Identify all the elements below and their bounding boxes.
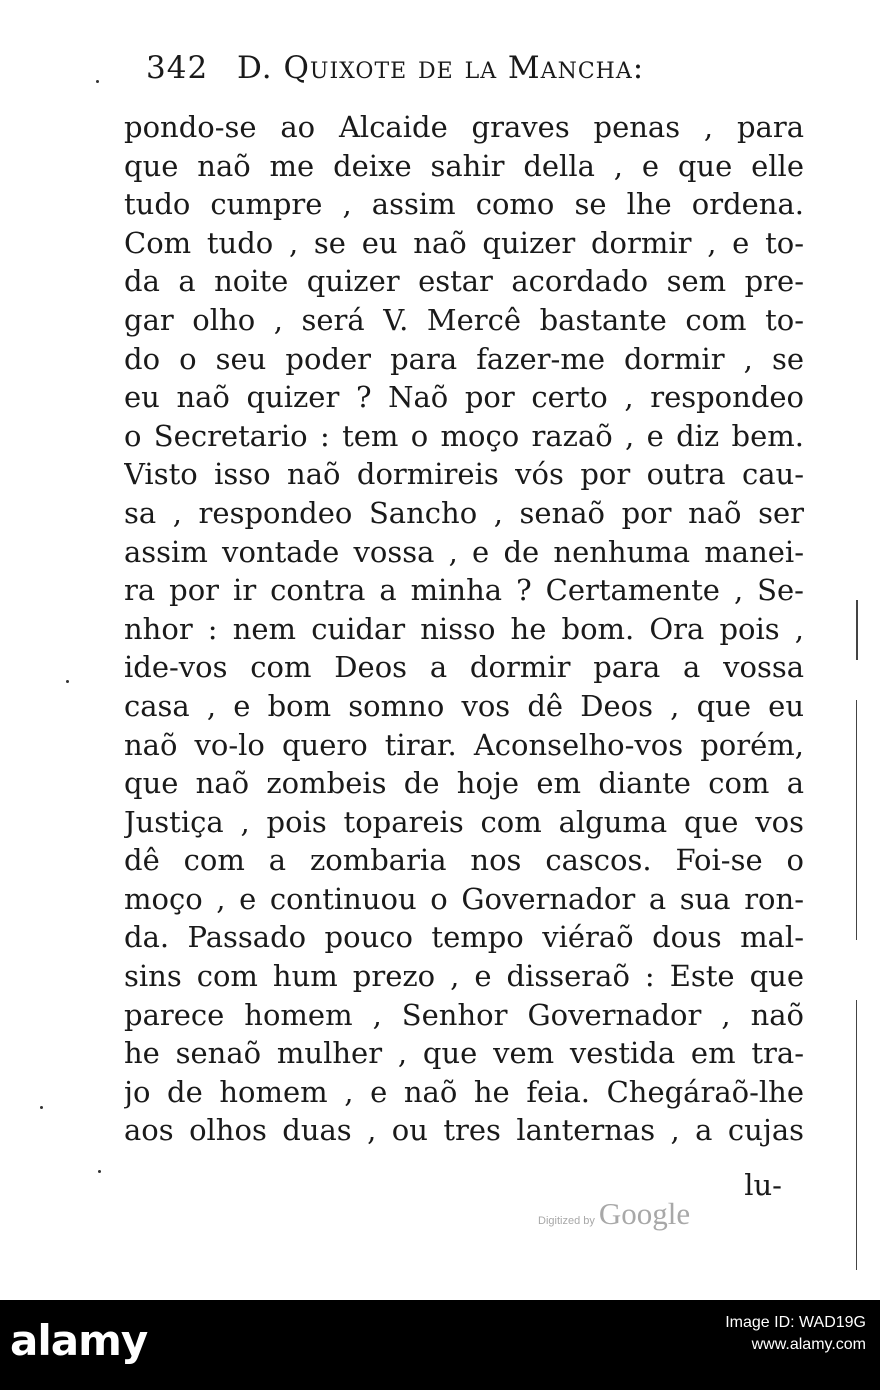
speck — [66, 680, 69, 683]
text-line: parece homem , Senhor Governador , naõ — [124, 997, 804, 1032]
speck — [96, 80, 99, 83]
text-line: assim vontade vossa , e de nenhuma manei- — [124, 534, 804, 569]
stock-banner — [0, 1300, 880, 1390]
text-line: da. Passado pouco tempo viéraõ dous mal- — [124, 920, 804, 955]
text-line: sa , respondeo Sancho , senaõ por naõ ser — [124, 495, 804, 530]
text-line: ra por ir contra a minha ? Certamente , Se- — [124, 573, 804, 608]
text-line: moço , e continuou o Governador a sua ron- — [124, 881, 804, 916]
text-line: que naõ zombeis de hoje em diante com a — [124, 766, 804, 801]
margin-rule — [856, 1000, 857, 1270]
catchword: lu- — [744, 1168, 782, 1202]
margin-rule — [856, 600, 858, 660]
text-line: pondo-se ao Alcaide graves penas , para — [124, 110, 804, 144]
text-line: que naõ me deixe sahir della , e que elle — [124, 148, 804, 183]
text-line: tudo cumpre , assim como se lhe ordena. — [124, 187, 804, 222]
text-line: Visto isso naõ dormireis vós por outra cau- — [124, 457, 804, 492]
text-line: eu naõ quizer ? Naõ por certo , respondeo — [124, 380, 804, 415]
text-line: naõ vo-lo quero tirar. Aconselho-vos porém, — [124, 727, 804, 762]
speck — [98, 1170, 101, 1173]
page-number: 342 — [146, 50, 209, 86]
text-line: aos olhos duas , ou tres lanternas , a cujas — [124, 1113, 804, 1148]
text-line: sins com hum prezo , e disseraõ : Este que — [124, 959, 804, 994]
text-line: do o seu poder para fazer-me dormir , se — [124, 341, 804, 376]
running-header — [146, 50, 806, 96]
google-wordmark: Google — [598, 1196, 691, 1231]
body-text — [124, 108, 804, 1150]
stock-info — [725, 1312, 866, 1356]
alamy-logo: alamy — [10, 1316, 148, 1365]
margin-rule — [856, 700, 857, 940]
stock-site: www.alamy.com — [751, 1336, 866, 1353]
text-line: jo de homem , e naõ he feia. Chegáraõ-lhe — [124, 1074, 804, 1109]
speck — [40, 1106, 43, 1109]
text-line: dê com a zombaria nos cascos. Foi-se o — [124, 843, 804, 878]
text-line: casa , e bom somno vos dê Deos , que eu — [124, 688, 804, 723]
text-line: nhor : nem cuidar nisso he bom. Ora pois , — [124, 611, 804, 646]
text-line: ide-vos com Deos a dormir para a vossa — [124, 650, 804, 685]
digitized-prefix: Digitized by — [538, 1215, 595, 1227]
text-line: gar olho , será V. Mercê bastante com to- — [124, 302, 804, 337]
text-line: Justiça , pois topareis com alguma que vos — [124, 804, 804, 839]
text-line: Com tudo , se eu naõ quizer dormir , e to- — [124, 225, 804, 260]
text-line: da a noite quizer estar acordado sem pre- — [124, 264, 804, 299]
digitized-watermark — [538, 1196, 690, 1236]
text-line: o Secretario : tem o moço razaõ , e diz bem. — [124, 418, 804, 453]
running-title: D. Quixote de la Mancha: — [237, 50, 645, 86]
text-line: he senaõ mulher , que vem vestida em tra- — [124, 1036, 804, 1071]
image-id: Image ID: WAD19G — [725, 1314, 866, 1331]
